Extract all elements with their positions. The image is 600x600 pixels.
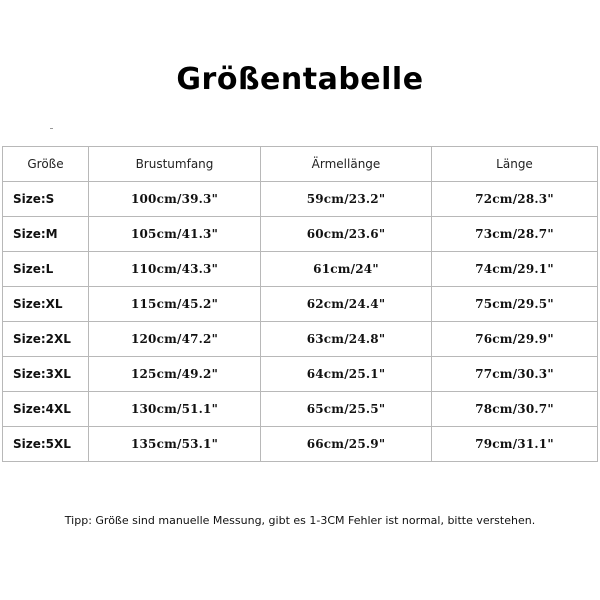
sleeve-cell: 63cm/24.8": [260, 321, 431, 356]
sleeve-cell: 65cm/25.5": [260, 391, 431, 426]
length-cell: 79cm/31.1": [431, 426, 598, 462]
length-cell: 76cm/29.9": [431, 321, 598, 356]
sleeve-cell: 61cm/24": [260, 251, 431, 286]
size-cell: Size:L: [2, 251, 88, 286]
decorative-tick: [50, 128, 53, 129]
chest-cell: 135cm/53.1": [88, 426, 260, 462]
table-row: [2, 321, 598, 356]
sleeve-cell: 66cm/25.9": [260, 426, 431, 462]
size-cell: Size:3XL: [2, 356, 88, 391]
chest-cell: 105cm/41.3": [88, 216, 260, 251]
chest-cell: 125cm/49.2": [88, 356, 260, 391]
table-row: [2, 216, 598, 251]
length-cell: 74cm/29.1": [431, 251, 598, 286]
chest-cell: 115cm/45.2": [88, 286, 260, 321]
table-row: [2, 391, 598, 426]
table-row: [2, 426, 598, 462]
table-row: [2, 181, 598, 216]
sleeve-cell: 62cm/24.4": [260, 286, 431, 321]
page-title: Größentabelle: [176, 62, 424, 97]
length-cell: 73cm/28.7": [431, 216, 598, 251]
sleeve-cell: 59cm/23.2": [260, 181, 431, 216]
size-cell: Size:4XL: [2, 391, 88, 426]
chest-cell: 110cm/43.3": [88, 251, 260, 286]
table-row: [2, 251, 598, 286]
size-cell: Size:2XL: [2, 321, 88, 356]
length-cell: 72cm/28.3": [431, 181, 598, 216]
header-length: Länge: [431, 146, 598, 181]
measurement-note: Tipp: Größe sind manuelle Messung, gibt es 1-3CM Fehler ist normal, bitte verstehen.: [64, 514, 536, 527]
chest-cell: 120cm/47.2": [88, 321, 260, 356]
length-cell: 75cm/29.5": [431, 286, 598, 321]
size-table: [2, 146, 598, 462]
table-row: [2, 286, 598, 321]
header-chest: Brustumfang: [88, 146, 260, 181]
size-cell: Size:S: [2, 181, 88, 216]
size-cell: Size:M: [2, 216, 88, 251]
chest-cell: 100cm/39.3": [88, 181, 260, 216]
sleeve-cell: 64cm/25.1": [260, 356, 431, 391]
sleeve-cell: 60cm/23.6": [260, 216, 431, 251]
length-cell: 78cm/30.7": [431, 391, 598, 426]
table-row: [2, 356, 598, 391]
table-header-row: [2, 146, 598, 181]
size-cell: Size:XL: [2, 286, 88, 321]
length-cell: 77cm/30.3": [431, 356, 598, 391]
chest-cell: 130cm/51.1": [88, 391, 260, 426]
header-sleeve: Ärmellänge: [260, 146, 431, 181]
size-cell: Size:5XL: [2, 426, 88, 462]
header-size: Größe: [2, 146, 88, 181]
